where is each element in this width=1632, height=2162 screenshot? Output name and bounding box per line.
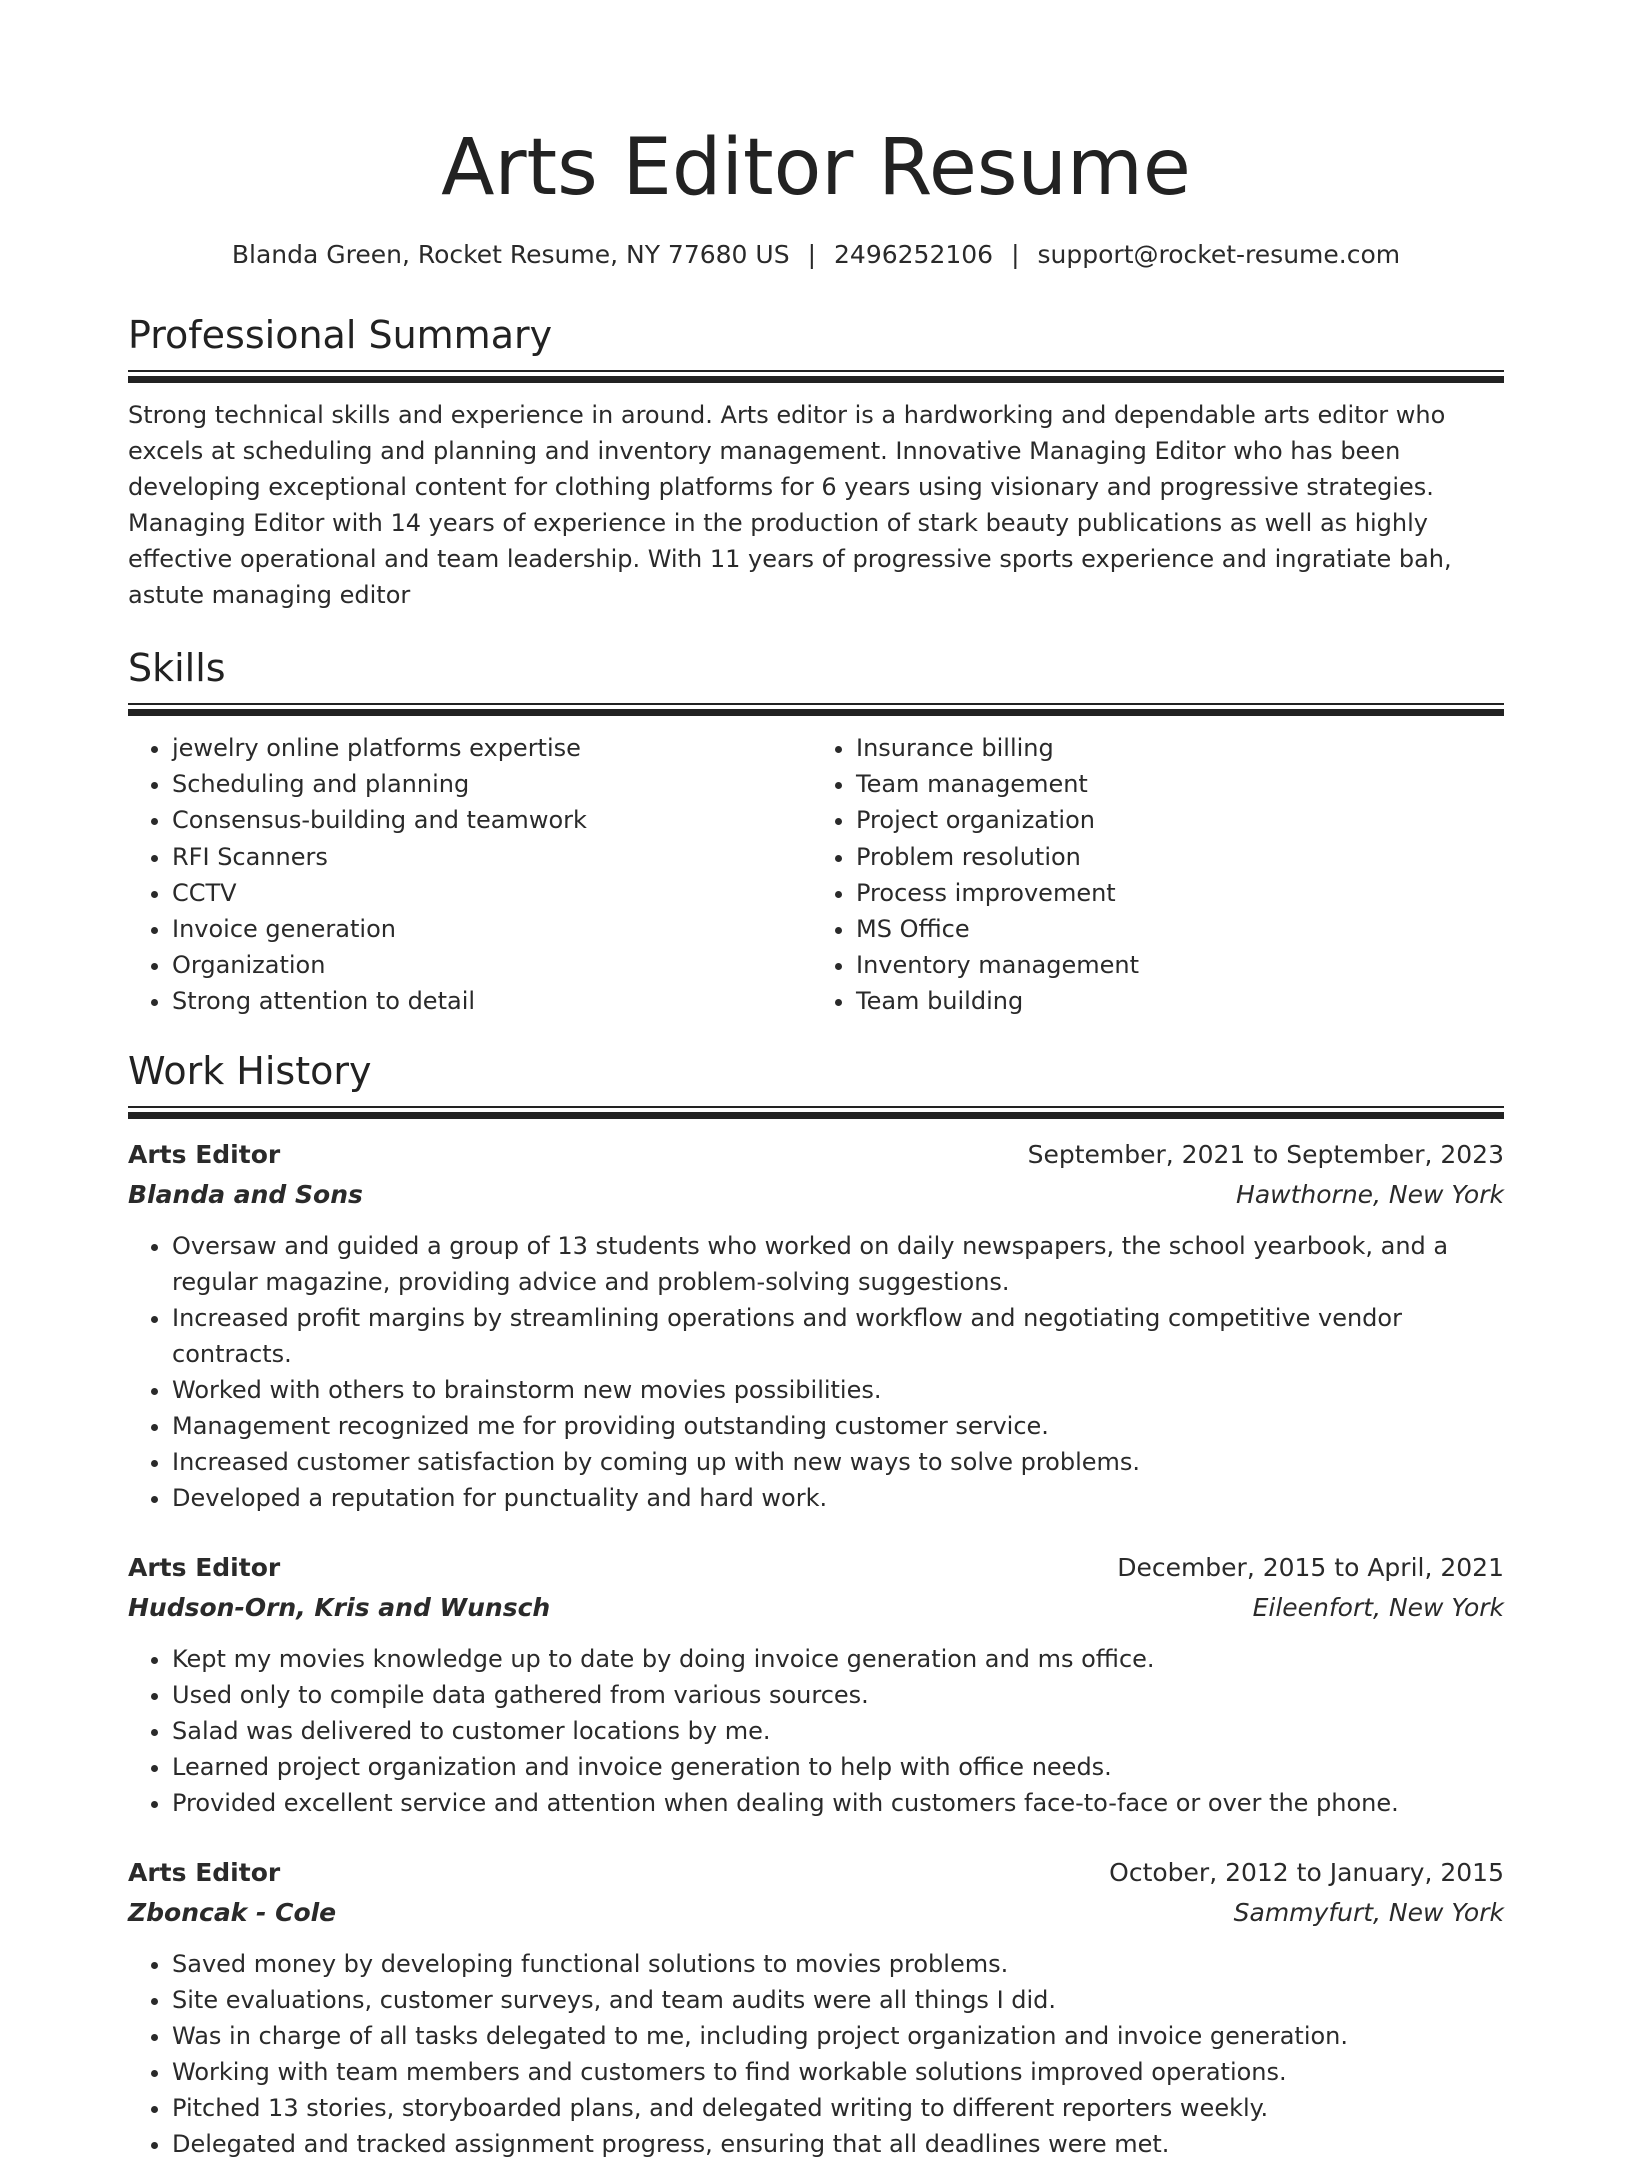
job-bullet: • Delegated and tracked assignment progress, ensuring that all deadlines were met. [172,2126,1504,2162]
skills-heading: Skills [128,646,226,690]
skills-list-left [128,730,806,1020]
summary-heading: Professional Summary [128,313,553,357]
job-location: Hawthorne, New York [1236,1179,1504,1209]
job-bullet: • Site evaluations, customer surveys, and team audits were all things I did. [172,1982,1504,2018]
work-history-section [128,1046,1504,2162]
skill-item: • Team building [856,983,1490,1019]
contact-phone: 2496252106 [834,240,994,269]
job-bullet: • Increased customer satisfaction by coming up with new ways to solve problems. [172,1444,1504,1480]
job-entry [128,1548,1504,1821]
job-title: Arts Editor [128,1857,281,1887]
job-bullet: • Learned project organization and invoice generation to help with office needs. [172,1749,1504,1785]
job-bullet: • Salad was delivered to customer locations by me. [172,1713,1504,1749]
job-company: Blanda and Sons [128,1179,363,1209]
job-bullets [128,1641,1504,1821]
contact-separator: | [807,240,817,269]
skill-item: • Insurance billing [856,730,1490,766]
skill-item: • Problem resolution [856,839,1490,875]
job-dates: September, 2021 to September, 2023 [1027,1139,1504,1169]
job-dates: October, 2012 to January, 2015 [1109,1857,1504,1887]
contact-address: Blanda Green, Rocket Resume, NY 77680 US [231,240,790,269]
section-divider [128,370,1504,383]
job-header-row [128,1135,1504,1175]
skill-item: • Organization [172,947,806,983]
work-history-heading: Work History [128,1048,372,1093]
job-bullet: • Provided excellent service and attention when dealing with customers face-to-face or over the phone. [172,1785,1504,1821]
contact-line [128,238,1504,272]
skills-columns [128,730,1504,1020]
job-company-row [128,1588,1504,1628]
skill-item: • Scheduling and planning [172,766,806,802]
job-bullet: • Was in charge of all tasks delegated to me, including project organization and invoice generation. [172,2018,1504,2054]
skill-item: • Team management [856,766,1490,802]
job-company: Zboncak - Cole [128,1897,337,1927]
job-entry [128,1853,1504,2162]
section-divider [128,703,1504,716]
skills-list-right [806,730,1490,1020]
job-header-row [128,1548,1504,1588]
skill-item: • RFI Scanners [172,839,806,875]
job-bullet: • Oversaw and guided a group of 13 students who worked on daily newspapers, the school yearbook, and a regular magazine, providing advice and problem-solving suggestions. [172,1228,1504,1300]
resume-title: Arts Editor Resume [441,123,1191,213]
skills-section [128,643,1504,1020]
job-bullets [128,1946,1504,2162]
job-bullet: • Developed a reputation for punctuality and hard work. [172,1480,1504,1516]
job-dates: December, 2015 to April, 2021 [1117,1552,1504,1582]
skill-item: • Invoice generation [172,911,806,947]
job-title: Arts Editor [128,1139,281,1169]
section-divider [128,1106,1504,1119]
skill-item: • Process improvement [856,875,1490,911]
job-bullet: • Kept my movies knowledge up to date by doing invoice generation and ms office. [172,1641,1504,1677]
job-entry [128,1135,1504,1516]
job-bullet: • Working with team members and customers to find workable solutions improved operations. [172,2054,1504,2090]
job-bullet: • Worked with others to brainstorm new movies possibilities. [172,1372,1504,1408]
skill-item: • jewelry online platforms expertise [172,730,806,766]
skill-item: • MS Office [856,911,1490,947]
job-company-row [128,1175,1504,1215]
job-bullets [128,1228,1504,1516]
job-bullet: • Used only to compile data gathered from various sources. [172,1677,1504,1713]
skill-item: • Inventory management [856,947,1490,983]
summary-text: Strong technical skills and experience in around. Arts editor is a hardworking and dependable arts editor who excels at scheduling and planning and inventory management. Innovative Managing Editor who has been developing exceptional content for clothing platforms for 6 years using visionary and progressive strategies. Managing Editor with 14 years of experience in the production of stark beauty publications as well as highly effective operational and team leadership. With 11 years of progressive sports experience and ingratiate bah, astute managing editor [128,401,1452,609]
job-company: Hudson-Orn, Kris and Wunsch [128,1592,551,1622]
contact-email: support@rocket-resume.com [1037,240,1401,269]
job-bullet: • Management recognized me for providing outstanding customer service. [172,1408,1504,1444]
job-header-row [128,1853,1504,1893]
skill-item: • Project organization [856,802,1490,838]
job-bullet: • Saved money by developing functional solutions to movies problems. [172,1946,1504,1982]
job-bullet: • Increased profit margins by streamlining operations and workflow and negotiating competitive vendor contracts. [172,1300,1504,1372]
resume-page [128,0,1504,2162]
contact-separator: | [1011,240,1020,269]
skill-item: • Consensus-building and teamwork [172,802,806,838]
job-title: Arts Editor [128,1552,281,1582]
job-company-row [128,1893,1504,1933]
job-bullet: • Pitched 13 stories, storyboarded plans, and delegated writing to different reporters weekly. [172,2090,1504,2126]
skill-item: • Strong attention to detail [172,983,806,1019]
skill-item: • CCTV [172,875,806,911]
job-location: Sammyfurt, New York [1233,1897,1504,1927]
job-location: Eileenfort, New York [1252,1592,1504,1622]
summary-section [128,310,1504,613]
